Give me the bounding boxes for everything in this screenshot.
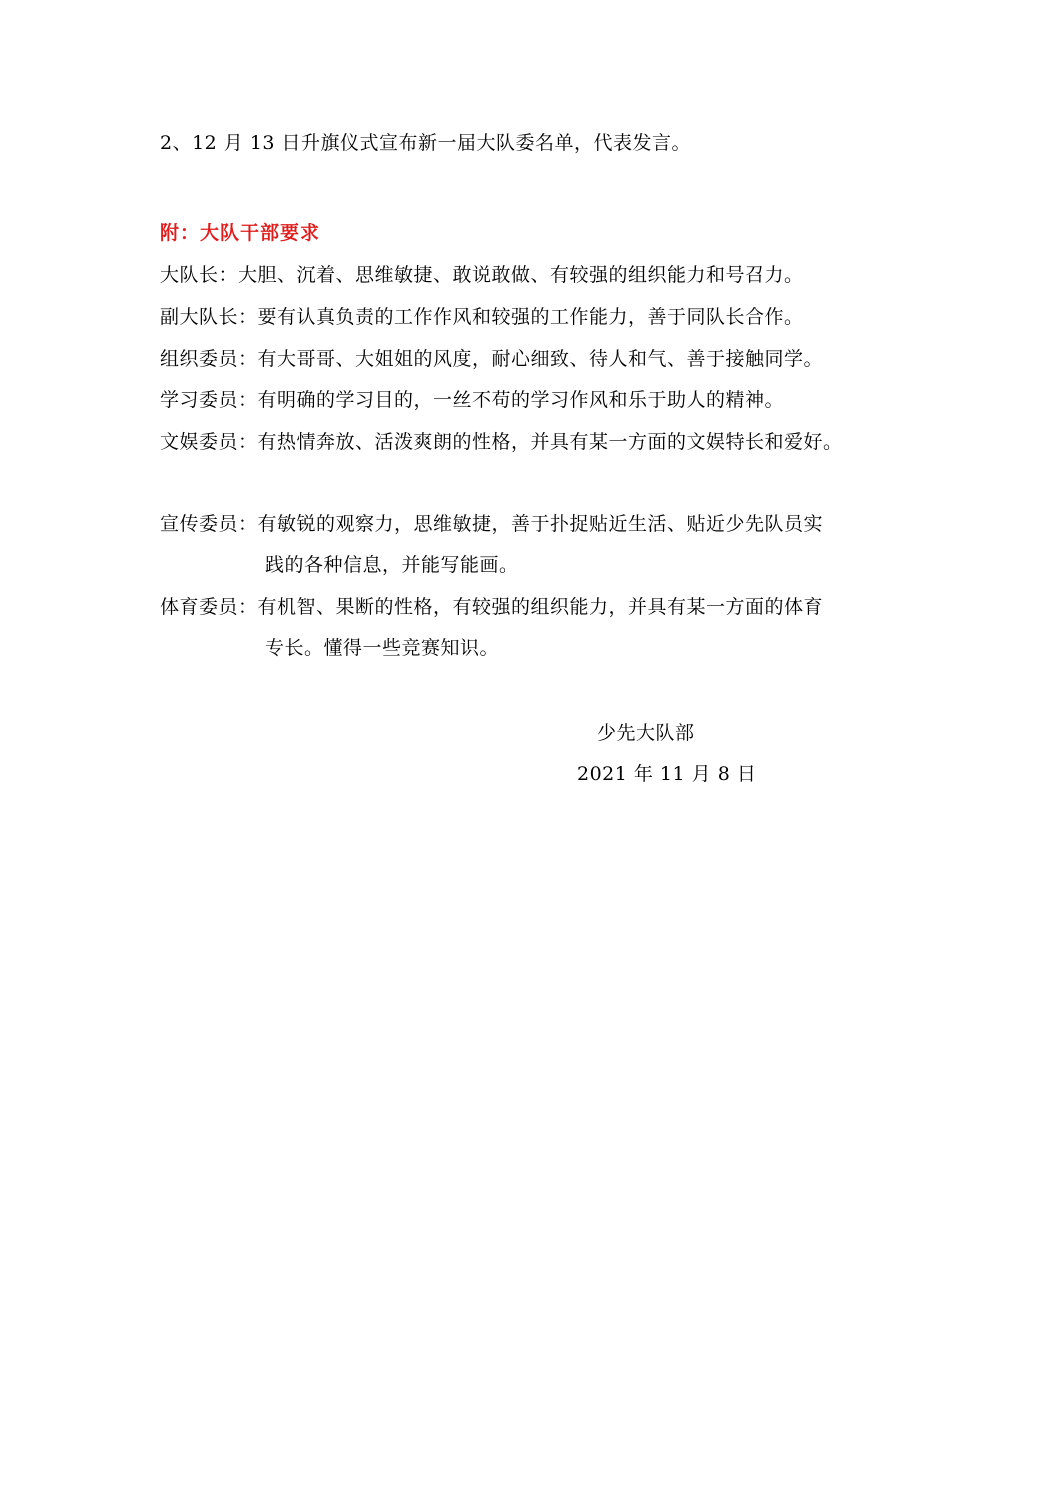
requirement-publicity-member-continued: 践的各种信息，并能写能画。: [265, 554, 519, 576]
requirement-study-member: 学习委员：有明确的学习目的，一丝不苟的学习作风和乐于助人的精神。: [160, 389, 785, 411]
signature-date: 2021 年 11 月 8 日: [577, 763, 757, 785]
requirement-sports-member: 体育委员：有机智、果断的性格，有较强的组织能力，并具有某一方面的体育: [160, 596, 824, 618]
requirement-publicity-member: 宣传委员：有敏锐的观察力，思维敏捷，善于扑捉贴近生活、贴近少先队员实: [160, 513, 824, 535]
requirement-organization-member: 组织委员：有大哥哥、大姐姐的风度，耐心细致、待人和气、善于接触同学。: [160, 348, 824, 370]
appendix-heading: 附：大队干部要求: [160, 222, 321, 244]
requirement-deputy-brigade-leader: 副大队长：要有认真负责的工作作风和较强的工作能力，善于同队长合作。: [160, 306, 804, 328]
requirement-brigade-leader: 大队长：大胆、沉着、思维敏捷、敢说敢做、有较强的组织能力和号召力。: [160, 264, 804, 286]
requirement-entertainment-member: 文娱委员：有热情奔放、活泼爽朗的性格，并具有某一方面的文娱特长和爱好。: [160, 431, 843, 453]
signature-organization: 少先大队部: [597, 722, 695, 744]
ceremony-notice: 2、12 月 13 日升旗仪式宣布新一届大队委名单，代表发言。: [160, 132, 692, 154]
requirement-sports-member-continued: 专长。懂得一些竞赛知识。: [265, 637, 500, 659]
